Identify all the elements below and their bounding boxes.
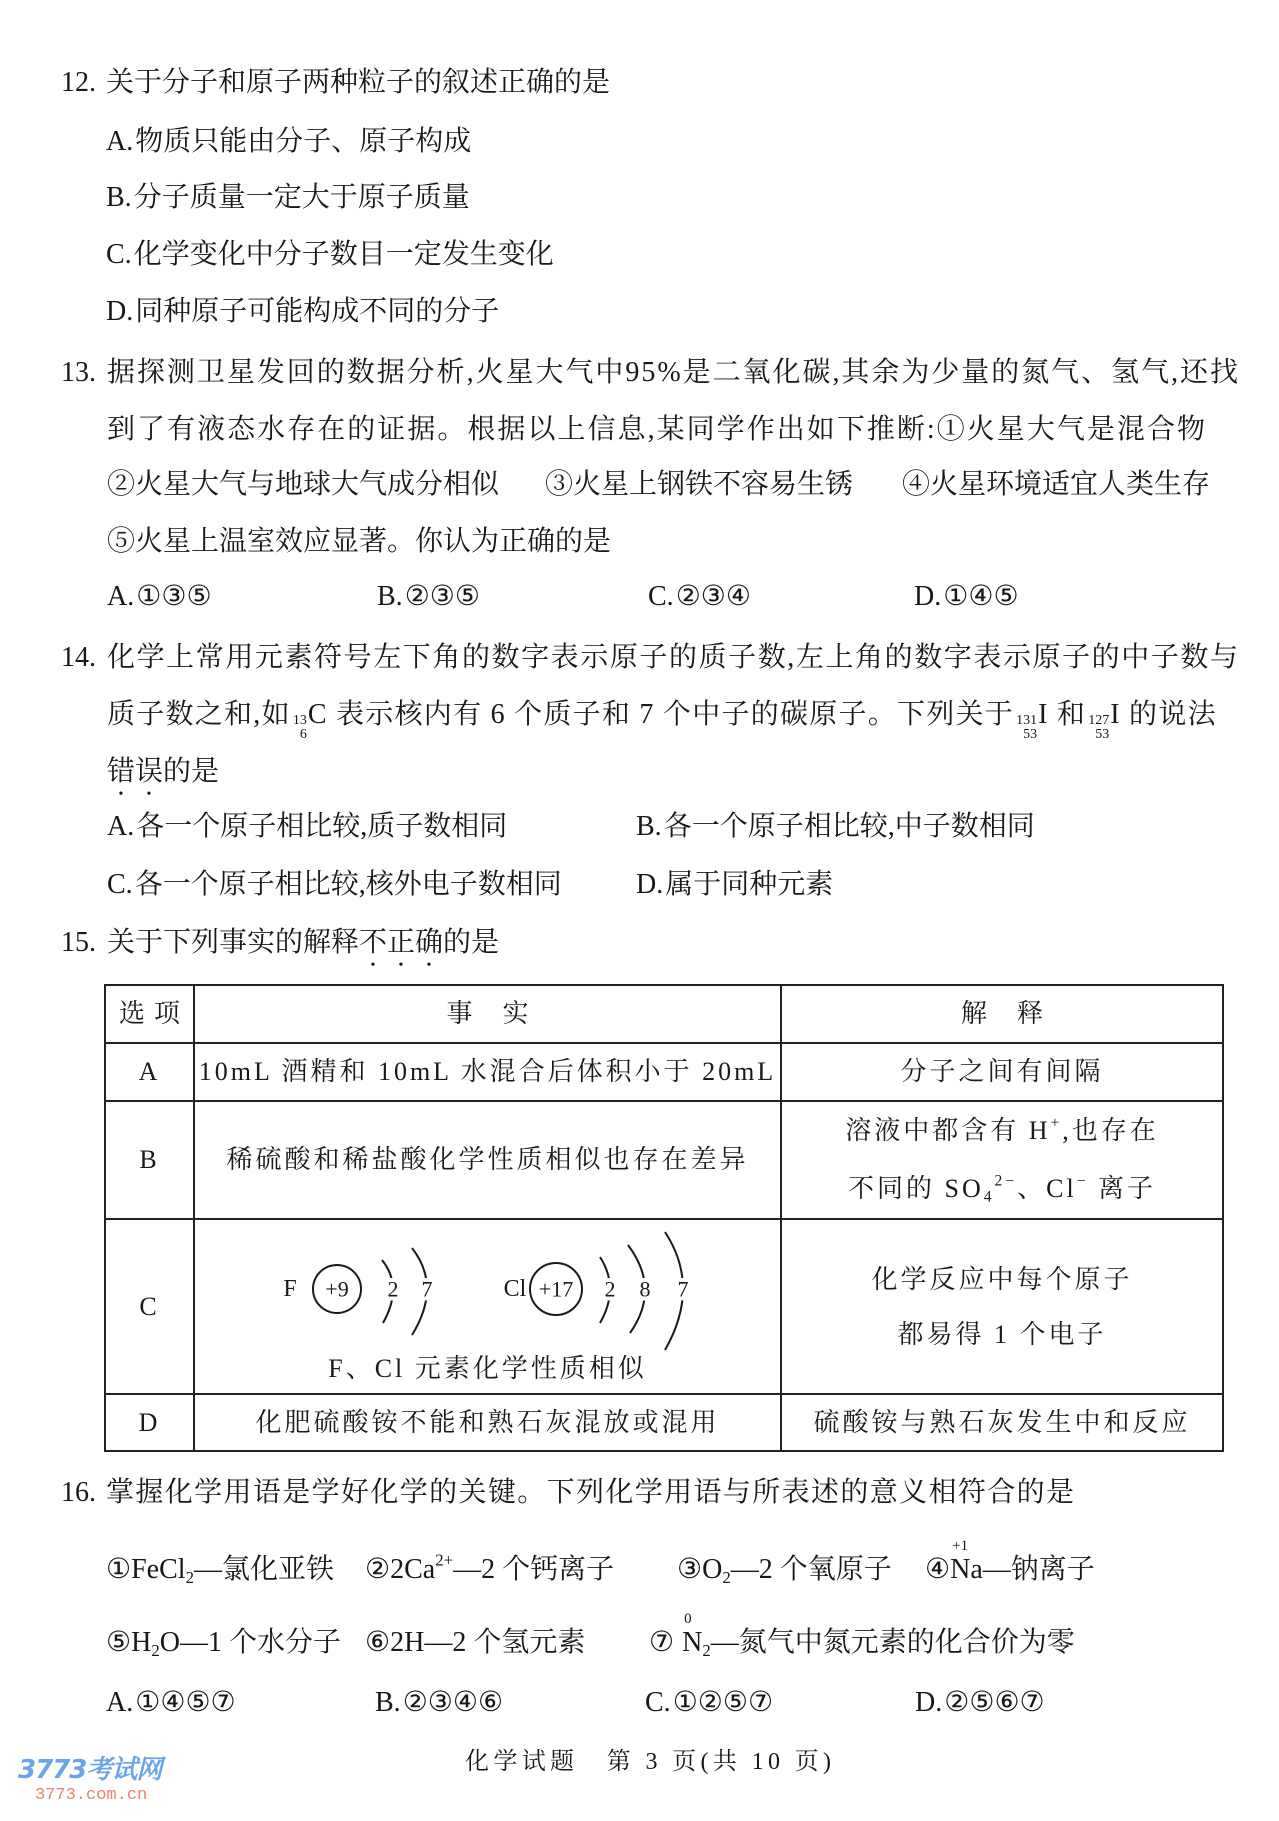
option-text: ②③⑤ [404,581,480,612]
notation-item-2 [365,1552,614,1588]
row-option: C [105,1219,194,1394]
charge-superscript: 2− [994,1172,1018,1190]
item-mark: ③ [677,1554,703,1585]
mass-number: 127 [1088,713,1110,729]
table-header-row [105,985,1223,1043]
notation-item-3 [677,1552,892,1588]
chlorine-atom [504,1232,689,1350]
column-header-option: 选项 [105,985,194,1043]
chemical-formula: Na [950,1554,983,1585]
option-text: ①④⑤ [943,581,1019,612]
atom-structure-diagram [193,1217,780,1367]
text-segment: 表示核内有 6 个质子和 7 个中子的碳原子。下列关于 [327,699,1015,730]
nuclide-notation [1088,714,1109,742]
chemical-formula: N [682,1627,703,1658]
diagram-caption: F、Cl 元素化学性质相似 [328,1354,647,1383]
row-fact: 稀硫酸和稀盐酸化学性质相似也存在差异 [194,1101,781,1219]
question-14-line-1 [107,640,1238,676]
subscript: 2 [151,1641,160,1661]
option-label: B. [375,1687,401,1718]
option-label: C. [645,1687,671,1718]
column-header-explanation: 解释 [781,985,1223,1043]
notation-item-7 [649,1611,1075,1661]
row-fact: 10mL 酒精和 10mL 水混合后体积小于 20mL [194,1043,781,1101]
option-label: C. [106,239,132,270]
question-text: 掌握化学用语是学好化学的关键。下列化学用语与所表述的意义相符合的是 [106,1477,1076,1508]
item-meaning: —氮气中氮元素的化合价为零 [710,1627,1075,1658]
option-label: D. [636,869,664,900]
option-label: A. [106,126,134,157]
option-b [636,809,1035,845]
item-mark: ② [365,1554,391,1585]
question-text: 的是 [163,756,220,787]
option-label: A. [107,811,135,842]
option-text: 各一个原子相比较,核外电子数相同 [134,869,562,900]
option-c [645,1685,773,1721]
option-label: C. [648,581,674,612]
atomic-number: 6 [299,727,307,743]
item-mark: ① [106,1554,132,1585]
question-number: 13. [61,357,96,388]
option-label: B. [106,182,132,213]
element-symbol: Cl [503,1276,527,1302]
option-text: 同种原子可能构成不同的分子 [135,296,500,327]
text-segment: 不同的 SO [847,1174,984,1203]
option-text: ①④⑤⑦ [135,1687,236,1718]
item-mark: ⑥ [365,1627,391,1658]
option-c [107,867,562,903]
question-text: 关于下列事实的解释 [107,927,360,958]
chemical-formula: O [702,1554,723,1585]
item-meaning: —2 个氧原子 [730,1554,892,1585]
option-text: 属于同种元素 [665,869,834,900]
explanation-line: 化学反应中每个原子 [871,1264,1133,1294]
subscript: 2 [185,1568,194,1588]
element-symbol: F [283,1276,297,1302]
row-explanation [781,1101,1223,1219]
chemical-formula: FeCl [131,1554,186,1585]
page-footer [465,1747,836,1777]
atomic-number: 53 [1023,727,1038,743]
valence-mark: 0 [684,1611,692,1627]
option-a [107,579,212,615]
item-meaning: —1 个水分子 [179,1627,341,1658]
option-d [914,579,1019,615]
valence-mark: +1 [952,1538,969,1554]
item-mark: ④ [925,1554,951,1585]
option-d [915,1685,1045,1721]
charge-superscript: + [1050,1114,1063,1132]
question-13-line-1 [107,355,1238,391]
question-text: 关于分子和原子两种粒子的叙述正确的是 [106,67,611,98]
row-explanation [781,1219,1223,1394]
item-meaning: —2 个氢元素 [424,1627,586,1658]
nuclear-charge: +9 [325,1276,349,1302]
option-label: A. [106,1687,134,1718]
question-14-line-3 [107,754,219,790]
item-meaning: —钠离子 [982,1554,1095,1585]
emphasized-text: 错误 [107,756,164,787]
chemical-formula: O [159,1627,180,1658]
nuclide-notation [293,714,307,742]
option-text: ②⑤⑥⑦ [944,1687,1045,1718]
subscript: 4 [983,1188,995,1206]
question-16-stem [106,1475,1074,1511]
subscript: 2 [722,1568,731,1588]
text-segment: 、Cl [1017,1174,1077,1203]
nuclide-notation [1016,714,1037,742]
text-segment: 质子数之和,如 [107,699,291,730]
option-c [106,237,554,273]
option-text: 分子质量一定大于原子质量 [133,182,470,213]
option-text: 各一个原子相比较,质子数相同 [136,811,508,842]
question-12-stem [61,65,610,101]
option-text: 物质只能由分子、原子构成 [135,126,472,157]
option-text: 化学变化中分子数目一定发生变化 [133,239,554,270]
page-number-text: 化学试题 第 3 页(共 10 页) [465,1749,836,1775]
option-label: D. [915,1687,943,1718]
question-number: 12. [61,67,96,98]
question-text: 到了有液态水存在的证据。根据以上信息,某同学作出如下推断:①火星大气是混合物 [107,414,1208,445]
statement-3: ③火星上钢铁不容易生锈 [545,469,854,500]
item-mark: ⑤ [106,1627,132,1658]
element-symbol: C [307,699,328,730]
table-row [105,1394,1223,1451]
subscript: 2 [702,1641,711,1661]
explanation-line: 都易得 1 个电子 [897,1319,1107,1349]
nuclear-charge: +17 [538,1276,574,1302]
notation-item-6 [365,1625,585,1661]
element-symbol: I [1110,699,1121,730]
option-label: D. [106,296,134,327]
question-text: 据探测卫星发回的数据分析,火星大气中95%是二氧化碳,其余为少量的氮气、氢气,还找 [107,357,1240,388]
chemical-formula: 2H [390,1627,425,1658]
option-c [648,579,751,615]
charge-superscript: 2+ [435,1550,454,1570]
row-explanation: 分子之间有间隔 [781,1043,1223,1101]
question-number: 15. [61,927,96,958]
item-mark: ⑦ [649,1627,675,1658]
mass-number: 131 [1016,713,1038,729]
shell-electron-count: 2 [604,1276,616,1302]
notation-item-4 [925,1538,1095,1588]
question-text: 的是 [443,927,500,958]
element-symbol: I [1038,699,1049,730]
atomic-number: 53 [1095,727,1110,743]
question-13-line-4: ⑤火星上温室效应显著。你认为正确的是 [107,526,612,557]
shell-electron-count: 2 [387,1276,399,1302]
option-text: ①②⑤⑦ [672,1687,774,1718]
option-label: A. [107,581,135,612]
watermark-url: 3773.com.cn [35,1786,148,1805]
emphasized-text: 不正确 [359,927,444,958]
valence-notation [682,1611,703,1661]
statement-4: ④火星环境适宜人类生存 [902,469,1211,500]
question-number: 14. [61,642,96,673]
row-option: B [105,1101,194,1219]
row-option: D [105,1394,194,1451]
text-segment: 和 [1048,699,1087,730]
shell-electron-count: 7 [677,1276,689,1302]
table-row [105,1101,1223,1219]
question-14-line-2 [107,697,1232,743]
shell-electron-count: 7 [421,1276,433,1302]
option-a [107,809,507,845]
explanation-line [782,1102,1222,1160]
text-segment: 溶液中都含有 H [845,1116,1051,1145]
option-a [106,1685,236,1721]
notation-item-5 [106,1625,341,1661]
option-text: ②③④ [675,581,751,612]
watermark-logo: 3773考试网 [18,1755,162,1785]
shell-electron-count: 8 [639,1276,651,1302]
chemical-formula: 2Ca [390,1554,436,1585]
option-d [106,294,499,330]
item-meaning: —2 个钙离子 [453,1554,615,1585]
item-meaning: —氯化亚铁 [193,1554,334,1585]
row-explanation: 硫酸铵与熟石灰发生中和反应 [781,1394,1223,1451]
option-a [106,124,471,160]
question-13-line-2 [107,412,1208,448]
text-segment: ,也存在 [1062,1116,1159,1145]
text-segment: 离子 [1088,1174,1157,1203]
table-row [105,1043,1223,1101]
option-label: B. [377,581,403,612]
option-d [636,867,833,903]
chemical-formula: H [131,1627,152,1658]
row-fact: 化肥硫酸铵不能和熟石灰混放或混用 [194,1394,781,1451]
option-b [106,180,470,216]
valence-notation [950,1538,983,1588]
question-number: 16. [61,1477,96,1508]
question-text: 化学上常用元素符号左下角的数字表示原子的质子数,左上角的数字表示原子的中子数与 [107,642,1240,673]
option-label: D. [914,581,942,612]
option-label: C. [107,869,133,900]
option-text: ②③④⑥ [402,1687,504,1718]
option-b [377,579,480,615]
statement-2: ②火星大气与地球大气成分相似 [107,469,500,500]
row-option: A [105,1043,194,1101]
text-segment: 的说法 [1120,699,1217,730]
option-text: ①③⑤ [136,581,212,612]
column-header-fact: 事实 [194,985,781,1043]
question-15-stem [61,925,499,961]
option-text: 各一个原子相比较,中子数相同 [663,811,1035,842]
option-b [375,1685,503,1721]
charge-superscript: − [1076,1172,1089,1190]
notation-item-1 [106,1552,334,1588]
mass-number: 13 [292,713,307,729]
fluorine-atom [283,1248,432,1335]
option-label: B. [636,811,662,842]
explanation-line [782,1160,1222,1218]
